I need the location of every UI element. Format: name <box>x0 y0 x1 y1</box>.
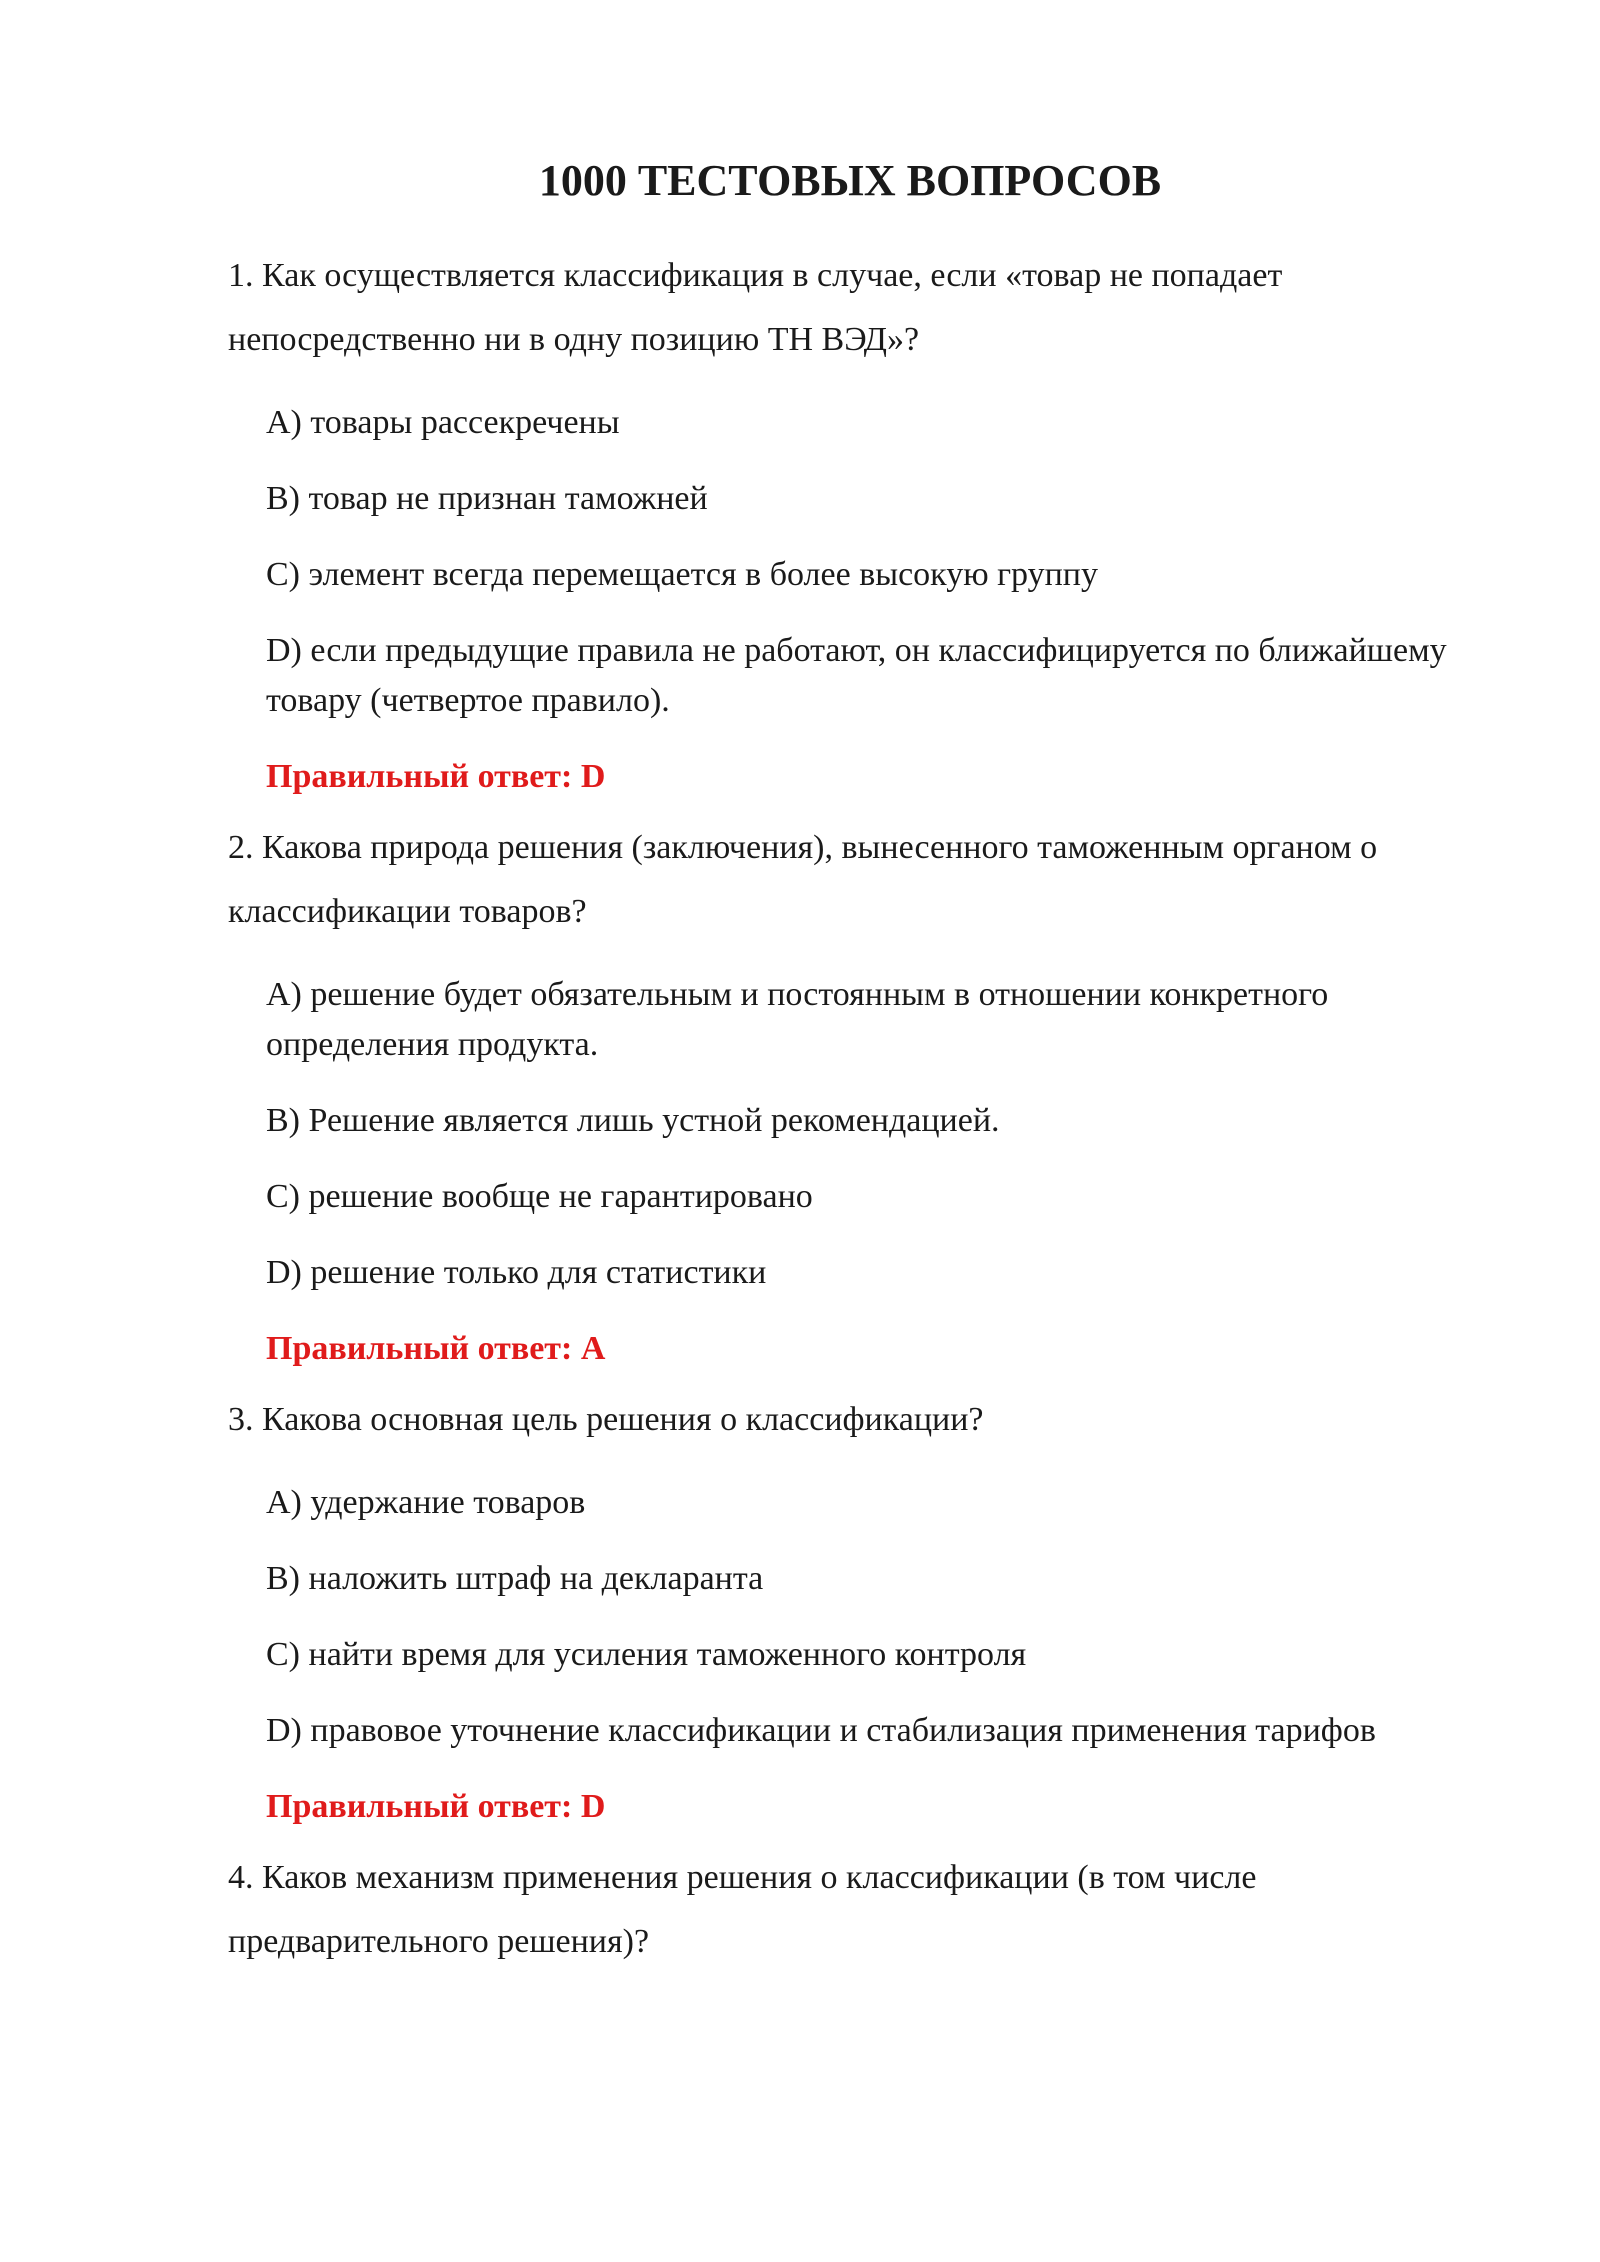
option-b: B) наложить штраф на декларанта <box>266 1560 764 1597</box>
option-a: A) решение будет обязательным и постоянным в отношении конкретного определения продукта. <box>266 976 1329 1063</box>
question-text: 3. Какова основная цель решения о классификации? <box>228 1401 984 1438</box>
options-list <box>228 970 1480 1298</box>
correct-answer: Правильный ответ: D <box>266 1788 606 1825</box>
option-b: B) товар не признан таможней <box>266 480 708 517</box>
option-b: B) Решение является лишь устной рекомендацией. <box>266 1102 1000 1139</box>
option-a: A) товары рассекречены <box>266 404 620 441</box>
option-d: D) если предыдущие правила не работают, он классифицируется по ближайшему товару (четвертое правило). <box>266 632 1447 719</box>
correct-answer: Правильный ответ: A <box>266 1330 606 1367</box>
option-c: C) решение вообще не гарантировано <box>266 1178 813 1215</box>
option-d: D) правовое уточнение классификации и стабилизация применения тарифов <box>266 1712 1376 1749</box>
question-1 <box>228 244 1480 802</box>
correct-answer: Правильный ответ: D <box>266 758 606 795</box>
question-text: 1. Как осуществляется классификация в случае, если «товар не попадает непосредственно ни в одну позицию ТН ВЭД»? <box>228 257 1283 358</box>
question-4 <box>228 1846 1480 1974</box>
question-text: 4. Каков механизм применения решения о классификации (в том числе предварительного решения)? <box>228 1859 1257 1960</box>
question-3 <box>228 1388 1480 1832</box>
options-list <box>228 1478 1480 1756</box>
document-title: 1000 ТЕСТОВЫХ ВОПРОСОВ <box>538 156 1162 205</box>
option-c: C) найти время для усиления таможенного контроля <box>266 1636 1027 1673</box>
option-d: D) решение только для статистики <box>266 1254 767 1291</box>
options-list <box>228 398 1480 726</box>
question-text: 2. Какова природа решения (заключения), вынесенного таможенным органом о классификации товаров? <box>228 829 1378 930</box>
question-2 <box>228 816 1480 1374</box>
option-a: A) удержание товаров <box>266 1484 586 1521</box>
option-c: C) элемент всегда перемещается в более высокую группу <box>266 556 1099 593</box>
